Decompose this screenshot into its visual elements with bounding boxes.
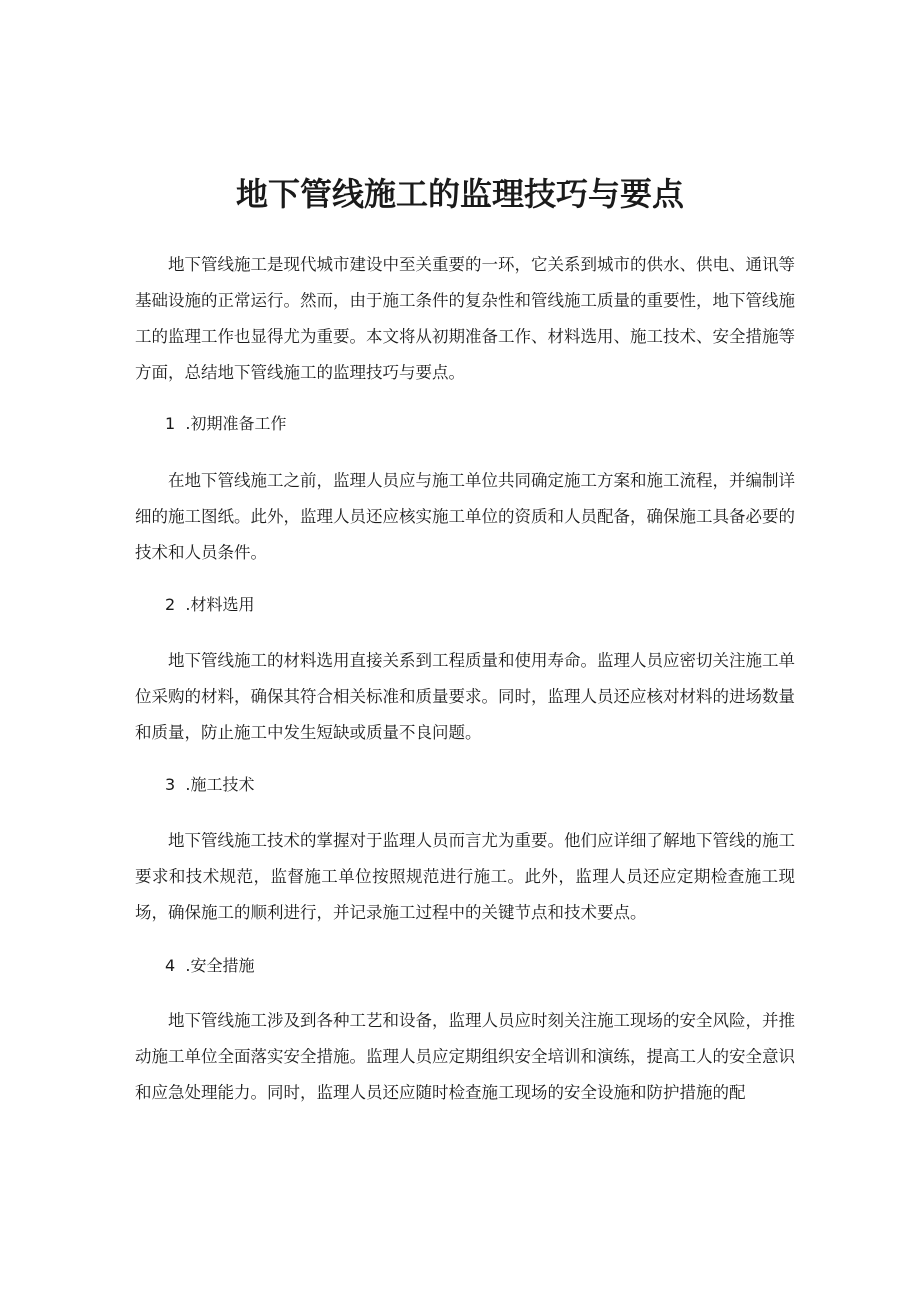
section-body-4: 地下管线施工涉及到各种工艺和设备，监理人员应时刻关注施工现场的安全风险，并推动施工单位全面落实安全措施。监理人员应定期组织安全培训和演练，提高工人的安全意识和应急处理能力。同时，监理人员还应随时检查施工现场的安全设施和防护措施的配	[135, 1011, 795, 1102]
document-title: 地下管线施工的监理技巧与要点	[235, 175, 684, 213]
section-body-3: 地下管线施工技术的掌握对于监理人员而言尤为重要。他们应详细了解地下管线的施工要求和技术规范，监督施工单位按照规范进行施工。此外，监理人员还应定期检查施工现场，确保施工的顺利进行，并记录施工过程中的关键节点和技术要点。	[135, 831, 795, 922]
section-heading-4: 4 .安全措施	[165, 956, 255, 975]
section-body-1: 在地下管线施工之前，监理人员应与施工单位共同确定施工方案和施工流程，并编制详细的施工图纸。此外，监理人员还应核实施工单位的资质和人员配备，确保施工具备必要的技术和人员条件。	[135, 471, 795, 562]
section-heading-2: 2 .材料选用	[165, 595, 255, 614]
section-heading-3: 3 .施工技术	[165, 775, 255, 794]
section-body-2: 地下管线施工的材料选用直接关系到工程质量和使用寿命。监理人员应密切关注施工单位采购的材料，确保其符合相关标准和质量要求。同时，监理人员还应核对材料的进场数量和质量，防止施工中发生短缺或质量不良问题。	[135, 651, 795, 742]
section-heading-1: 1 .初期准备工作	[165, 414, 287, 433]
intro-paragraph: 地下管线施工是现代城市建设中至关重要的一环，它关系到城市的供水、供电、通讯等基础设施的正常运行。然而，由于施工条件的复杂性和管线施工质量的重要性，地下管线施工的监理工作也显得尤为重要。本文将从初期准备工作、材料选用、施工技术、安全措施等方面，总结地下管线施工的监理技巧与要点。	[135, 255, 795, 382]
